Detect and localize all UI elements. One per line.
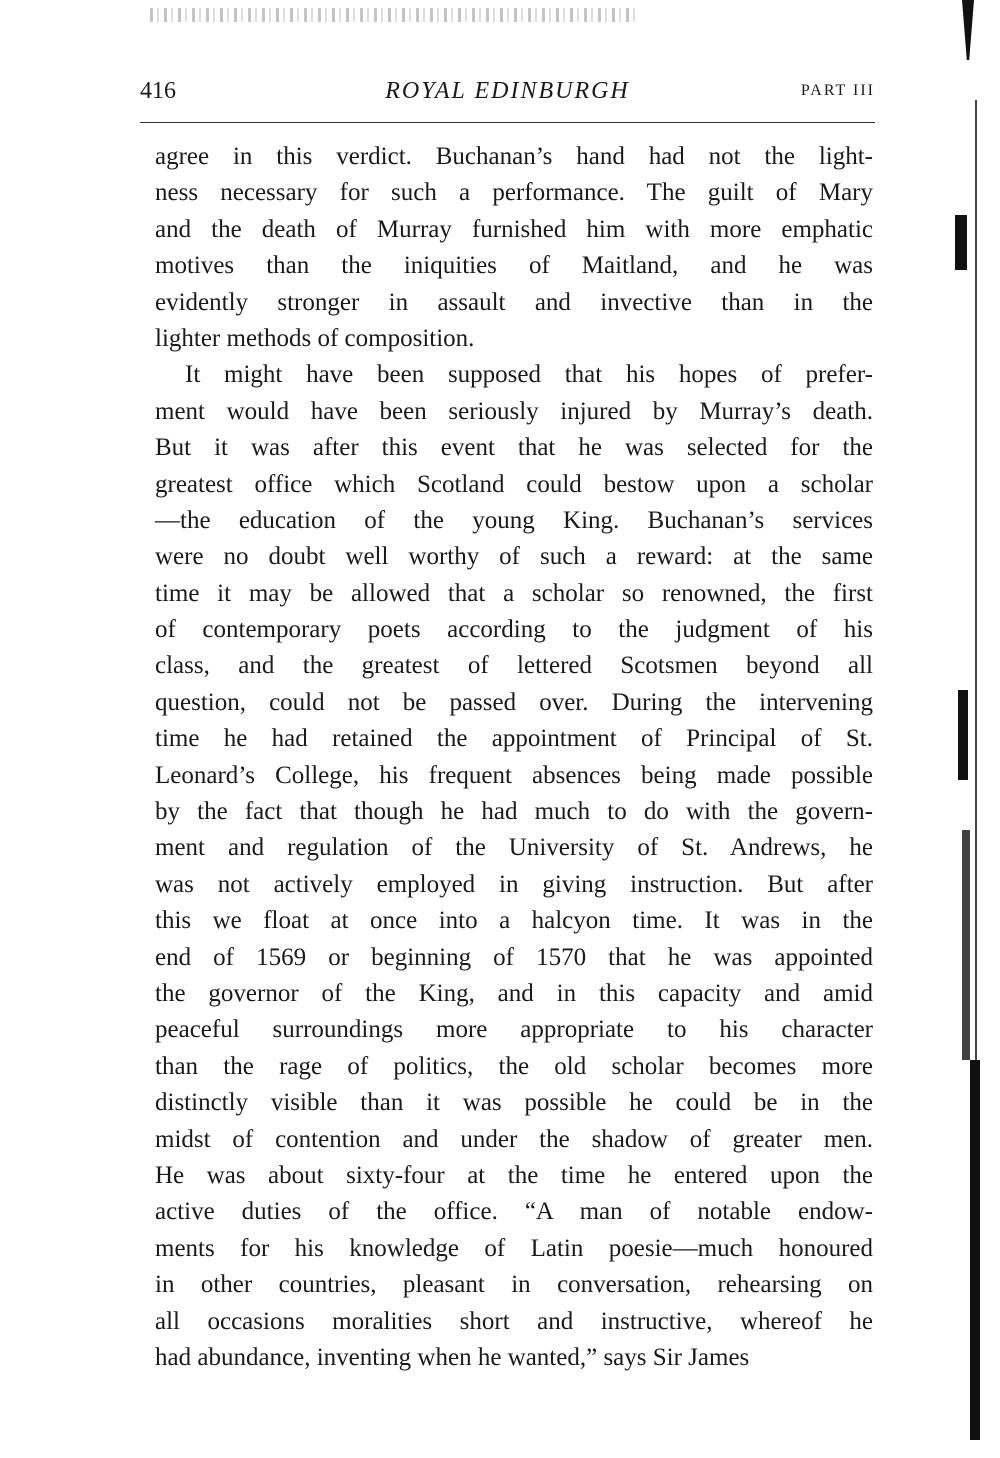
text-line: Leonard’s College, his frequent absences being made possible <box>155 761 873 789</box>
running-title: ROYAL EDINBURGH <box>385 78 630 104</box>
text-line: were no doubt well worthy of such a reward: at the same <box>155 543 873 571</box>
scan-noise <box>150 8 640 22</box>
text-line: distinctly visible than it was possible he could be in the <box>155 1089 873 1117</box>
text-line: agree in this verdict. Buchanan’s hand had not the light- <box>155 143 873 170</box>
page-number: 416 <box>140 78 176 104</box>
header-rule <box>140 122 875 123</box>
scan-edge-mark <box>970 1060 980 1440</box>
text-line: ness necessary for such a performance. The guilt of Mary <box>155 179 873 207</box>
text-line: lighter methods of composition. <box>155 324 475 352</box>
text-line: peaceful surroundings more appropriate to his character <box>155 1016 873 1044</box>
text-line: class, and the greatest of lettered Scotsmen beyond all <box>155 652 873 680</box>
scan-edge-mark <box>958 690 968 780</box>
text-line: motives than the iniquities of Maitland, and he was <box>155 252 873 280</box>
text-line: all occasions moralities short and instructive, whereof he <box>155 1307 873 1335</box>
body-text <box>155 139 873 1376</box>
text-line: ments for his knowledge of Latin poesie—much honoured <box>155 1234 873 1262</box>
text-line: and the death of Murray furnished him with more emphatic <box>155 215 873 243</box>
text-line: than the rage of politics, the old scholar becomes more <box>155 1052 873 1080</box>
running-header <box>140 78 875 112</box>
text-line: ment and regulation of the University of St. Andrews, he <box>155 834 873 862</box>
scan-edge-mark <box>962 0 974 60</box>
text-line: in other countries, pleasant in conversation, rehearsing on <box>155 1271 873 1299</box>
text-line: —the education of the young King. Buchanan’s services <box>155 506 873 534</box>
text-line: by the fact that though he had much to do with the govern- <box>155 798 873 826</box>
text-line: the governor of the King, and in this capacity and amid <box>155 979 873 1007</box>
text-line: active duties of the office. “A man of notable endow- <box>155 1198 873 1226</box>
part-label: PART III <box>800 82 875 99</box>
text-line: end of 1569 or beginning of 1570 that he was appointed <box>155 943 873 971</box>
text-line: time he had retained the appointment of Principal of St. <box>155 725 873 753</box>
text-line: ment would have been seriously injured by Murray’s death. <box>155 397 873 425</box>
scan-edge-mark <box>955 215 967 270</box>
text-line: had abundance, inventing when he wanted,” says Sir James <box>155 1343 750 1371</box>
text-line: was not actively employed in giving instruction. But after <box>155 870 873 898</box>
text-line: question, could not be passed over. During the intervening <box>155 688 873 716</box>
scan-edge-mark <box>962 830 970 1060</box>
text-line: greatest office which Scotland could bestow upon a scholar <box>155 470 873 498</box>
text-line: midst of contention and under the shadow of greater men. <box>155 1125 873 1153</box>
text-line: time it may be allowed that a scholar so renowned, the first <box>155 579 873 607</box>
text-line: He was about sixty-four at the time he entered upon the <box>155 1161 873 1189</box>
text-line: this we float at once into a halcyon time. It was in the <box>155 907 873 935</box>
text-line: of contemporary poets according to the judgment of his <box>155 616 873 644</box>
text-line: It might have been supposed that his hopes of prefer- <box>185 361 873 389</box>
text-line: But it was after this event that he was selected for the <box>155 434 873 462</box>
text-line: evidently stronger in assault and invective than in the <box>155 288 873 316</box>
